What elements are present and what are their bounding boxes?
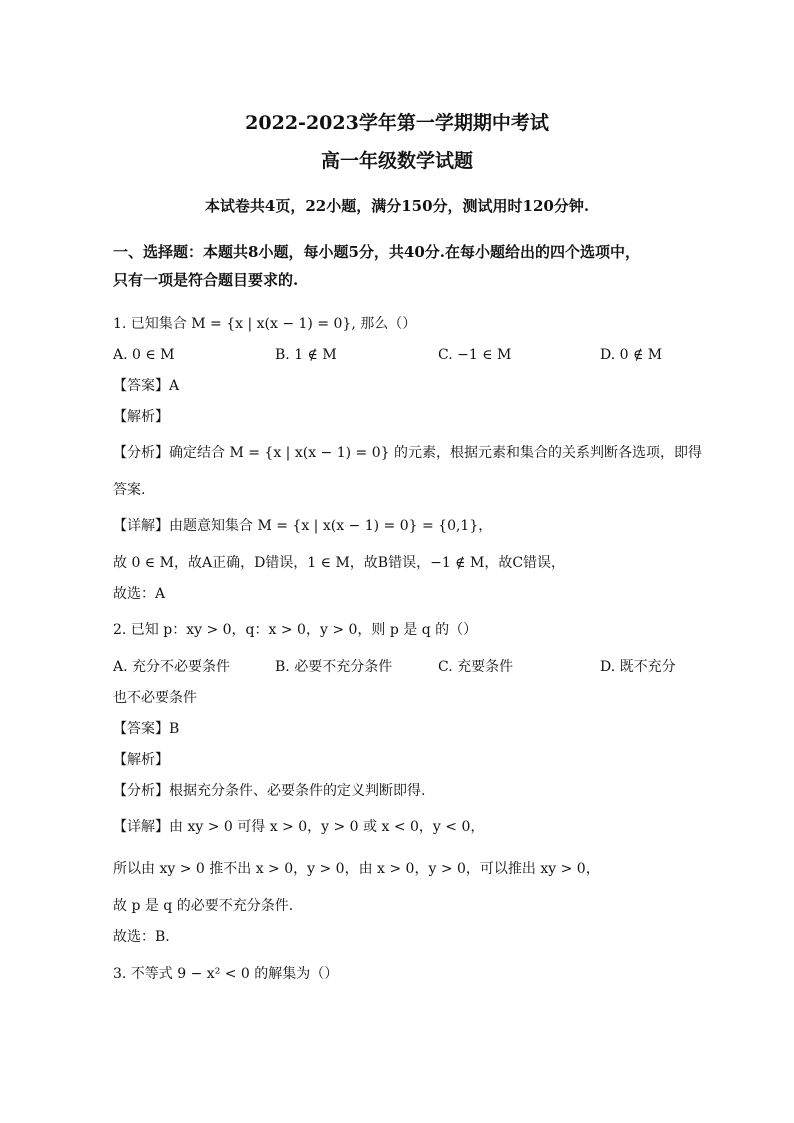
q2-option-d: D. 既不充分 xyxy=(600,659,676,675)
q1-option-c: C. −1 ∈ M xyxy=(438,347,512,363)
q1-option-a: A. 0 ∈ M xyxy=(113,347,175,363)
q2-fenxi: 【分析】根据充分条件、必要条件的定义判断即得. xyxy=(113,783,426,799)
q1-option-d: D. 0 ∉ M xyxy=(600,347,663,363)
exam-subtitle: 高一年级数学试题 xyxy=(320,150,473,172)
q1-detail-line1: 【详解】由题意知集合 M = {x | x(x − 1) = 0} = {0,1}， xyxy=(113,518,493,534)
q1-detail-line2: 故 0 ∈ M，故A正确，D错误，1 ∈ M，故B错误，−1 ∉ M，故C错误， xyxy=(113,555,566,571)
q2-detail-line1: 【详解】由 xy > 0 可得 x > 0，y > 0 或 x < 0，y < 0， xyxy=(113,819,485,835)
q1-option-b: B. 1 ∉ M xyxy=(275,347,337,363)
q3-stem: 3. 不等式 9 − x² < 0 的解集为（） xyxy=(113,966,339,982)
q2-option-d-cont: 也不必要条件 xyxy=(113,690,197,706)
q1-analysis-label: 【解析】 xyxy=(113,409,169,425)
q1-fenxi-line1: 【分析】确定结合 M = {x | x(x − 1) = 0} 的元素，根据元素和集合的关系判断各选项，即得 xyxy=(113,445,702,461)
q2-detail-line2: 所以由 xy > 0 推不出 x > 0，y > 0，由 x > 0，y > 0，可以推出 xy > 0， xyxy=(113,861,600,877)
q1-answer: 【答案】A xyxy=(113,378,180,394)
q1-stem: 1. 已知集合 M = {x | x(x − 1) = 0}, 那么（） xyxy=(113,316,417,332)
q2-option-b: B. 必要不充分条件 xyxy=(275,659,393,675)
exam-info: 本试卷共4页，22小题，满分150分，测试用时120分钟. xyxy=(204,197,590,215)
q1-choose: 故选：A xyxy=(113,586,166,602)
q2-answer: 【答案】B xyxy=(113,721,180,737)
q2-detail-line3: 故 p 是 q 的必要不充分条件. xyxy=(113,898,294,914)
q2-option-c: C. 充要条件 xyxy=(438,659,514,675)
q1-fenxi-line2: 答案. xyxy=(113,482,146,498)
q2-choose: 故选：B. xyxy=(113,929,170,945)
section-heading-line2: 只有一项是符合题目要求的. xyxy=(113,271,299,289)
section-heading-line1: 一、选择题：本题共8小题，每小题5分，共40分.在每小题给出的四个选项中， xyxy=(113,243,640,261)
q2-stem: 2. 已知 p：xy > 0，q：x > 0，y > 0，则 p 是 q 的（） xyxy=(113,622,478,638)
exam-title: 2022-2023学年第一学期期中考试 xyxy=(245,112,549,134)
q2-analysis-label: 【解析】 xyxy=(113,752,169,768)
q2-option-a: A. 充分不必要条件 xyxy=(113,659,231,675)
